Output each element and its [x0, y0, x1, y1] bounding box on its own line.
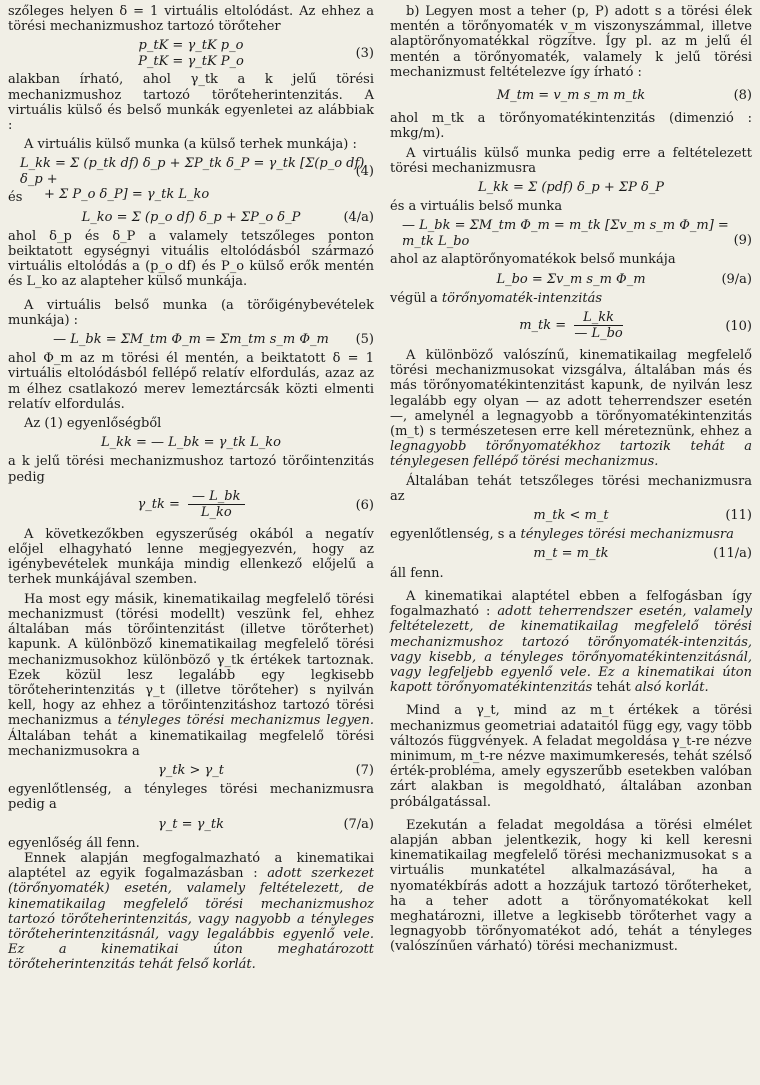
paragraph: áll fenn.: [390, 565, 444, 581]
text-run: tehát: [596, 680, 631, 696]
italic-text-run: adott teherrendszer esetén, valamely feltételezett, de kinematikailag megfelelő törési mechanizmushoz tartozó törőnyomaték-intenzitás, vagy kisebb, a tényleges törőnyomatékintenzitásnál, vagy legfeljebb egyenlő vele. Ez a kinematikai úton kapott törőnyomatékintenzitás: [390, 604, 752, 696]
text-run: végül a: [390, 290, 438, 306]
equation-7-body: γ_tk > γ_t: [157, 762, 225, 778]
paragraph: szőleges helyen δ = 1 virtuális eltolódást. Az ehhez a törési mechanizmushoz tartozó törőteher: [8, 4, 374, 35]
equation-number: (9/a): [721, 271, 752, 287]
equation-4-line-2: + Σ P_o δ_P] = γ_tk L_ko: [44, 186, 210, 202]
italic-text-run: tényleges törési mechanizmusra: [520, 527, 734, 543]
equation-number: (11/a): [713, 546, 752, 562]
right-column: [390, 4, 752, 955]
equation-3-line-1: p_tK = γ_tK p_o: [138, 38, 244, 54]
equation-number: (8): [733, 88, 752, 104]
equation-number: (10): [725, 319, 752, 335]
equation-number: (9): [733, 233, 752, 249]
equation-11a-body: m_t = m_tk: [533, 546, 609, 562]
paragraph: [390, 348, 752, 470]
paragraph: egyenlőtlenség, a tényleges törési mechanizmusra pedig a: [8, 782, 374, 813]
equation-4-line-1: L_kk = Σ (p_tk df) δ_p + ΣP_tk δ_P = γ_tk [Σ(p_o df) δ_p +: [20, 156, 365, 187]
paragraph: A virtuális külső munka (a külső terhek munkája) :: [24, 137, 357, 153]
equation-unnumbered: [390, 180, 752, 195]
fraction-denominator: L_ko: [200, 505, 232, 521]
paragraph: egyenlőség áll fenn.: [8, 835, 140, 851]
paragraph: b) Legyen most a teher (p, P) adott s a törési élek mentén a törőnyomaték v_m viszonyszámmal, illetve alaptörőnyomatékkal rögzítve. Így pl. az m jelű él mentén a törőnyomaték, valamely k jelű törési mechanizmust feltételezve így írható :: [390, 4, 752, 80]
equation-5-body: — L_bk = ΣM_tm Φ_m = Σm_tm s_m Φ_m: [53, 332, 329, 348]
equation-9a: [390, 272, 752, 287]
paragraph: Általában tehát tetszőleges törési mechanizmusra az: [390, 473, 752, 504]
equation-6: [8, 489, 374, 523]
equation-10: [390, 310, 752, 344]
equation-9: [390, 218, 752, 248]
equation-number: (5): [355, 332, 374, 348]
paragraph: A következőkben egyszerűség okából a negatív előjel elhagyható lenne megjegyezvén, hogy az igénybevételek munkája mindig ellenkező előjelű a terhek munkájával szemben.: [8, 526, 374, 588]
paragraph: [8, 592, 374, 759]
equation-11: [390, 508, 752, 523]
equation-number: (4/a): [343, 209, 374, 225]
equation-11-body: m_tk < m_t: [533, 508, 609, 524]
equation-number: (11): [725, 508, 752, 524]
italic-text-run: törőnyomaték-intenzitás: [441, 290, 603, 306]
equation-7a: [8, 817, 374, 832]
text-run: egyenlőtlenség, s a: [390, 527, 517, 543]
paragraph: [390, 527, 752, 542]
equation-3-line-2: P_tK = γ_tK P_o: [138, 53, 244, 69]
equation-6-lhs: γ_tk =: [137, 496, 180, 512]
equation-7a-body: γ_t = γ_tk: [157, 816, 225, 832]
paragraph: Az (1) egyenlőségből: [24, 416, 162, 432]
paragraph: [8, 851, 374, 973]
text-run: Ennek alapján megfogalmazható a kinematikai alaptétel az egyik fogalmazásban :: [8, 850, 374, 882]
fraction-numerator: — L_bk: [188, 489, 244, 505]
paragraph: A virtuális belső munka (a törőigénybevételek munkája) :: [8, 297, 374, 328]
equation-number: (6): [355, 497, 374, 513]
equation-number: (7/a): [343, 816, 374, 832]
equation-11a: [390, 546, 752, 561]
paragraph: ahol δ_p és δ_P a valamely tetszőleges ponton beiktatott egységnyi vituális eltolódásból származó virtuális eltolódás a (p_o df) és P_o külső erők mentén és L_ko az alapteher külső munkája.: [8, 228, 374, 290]
conjunction: és: [8, 190, 23, 206]
equation-number: (3): [355, 46, 374, 62]
fraction-denominator: — L_bo: [574, 326, 623, 342]
equation-4a-body: L_ko = Σ (p_o df) δ_p + ΣP_o δ_P: [81, 209, 301, 225]
equation-8: [390, 88, 752, 103]
equation-body: L_kk = Σ (pdf) δ_p + ΣP δ_P: [477, 180, 665, 196]
equation-9a-body: L_bo = Σv_m s_m Φ_m: [496, 271, 646, 287]
equation-unnumbered: [8, 435, 374, 450]
italic-text-run: alsó korlát.: [634, 680, 709, 696]
equation-10-lhs: m_tk =: [519, 318, 567, 334]
equation-6-fraction: [188, 489, 244, 520]
paragraph: Ezekután a feladat megoldása a törési elmélet alapján abban jelentkezik, hogy ki kell keresni kinematikailag megfelelő törési mechanizmusokat s a virtuális munkatétel alkalmazásával, ha a nyomatékbírás adott a hozzájuk tartozó törőterheket, ha a teher adott a törőnyomatékokat kell meghatározni, illetve a legkisebb törőterhet vagy a legnagyobb törőnyomatékot adó, tehát a tényleges (valószínűen várható) törési mechanizmust.: [390, 817, 752, 955]
text-run: Általában tehát a kinematikailag megfelelő törési mechanizmusokra a: [8, 728, 374, 759]
text-run: Ha most egy másik, kinematikailag megfelelő törési mechanizmust (törési modellt) veszünk fel, ehhez általában más törőintenzitást (illetve törőterhet) kapunk. A különböző kinematikailag megfelelő törési mechanizmusokhoz különböző γ_tk értékek tartoznak. Ezek közül lesz legalább egy legkisebb törőteherintenzitás γ_t (illetve törőteher) s nyilván kell, hogy az ehhez a törőintenzitáshoz tartozó törési mechanizmus a: [8, 591, 374, 729]
equation-3: [8, 38, 374, 68]
fraction-numerator: L_kk: [574, 310, 622, 326]
paragraph: a k jelű törési mechanizmushoz tartozó törőintenzitás pedig: [8, 454, 374, 485]
equation-number: (7): [355, 762, 374, 778]
italic-text-run: tényleges törési mechanizmus legyen.: [117, 713, 374, 729]
paragraph: A virtuális külső munka pedig erre a feltételezett törési mechanizmusra: [390, 145, 752, 176]
equation-10-fraction: [574, 310, 622, 341]
italic-text-run: adott szerkezet (törőnyomaték) esetén, valamely feltételezett, de kinematikailag megfelelő törési mechanizmushoz tartozó törőteherintenzitás, vagy nagyobb a tényleges törőteherintenzitásnál, vagy legalábbis egyenlő vele. Ez a kinematikai úton meghatározott törőteherintenzitás tehát felső korlát.: [8, 866, 375, 973]
equation-4a: [8, 210, 374, 225]
equation-8-body: M_tm = v_m s_m m_tk: [496, 88, 646, 104]
equation-number: (4): [355, 164, 374, 180]
equation-5: [8, 332, 374, 347]
italic-text-run: legnagyobb törőnyomatékhoz tartozik tehát a ténylegesen fellépő törési mechanizmus.: [390, 439, 752, 470]
paragraph: ahol m_tk a törőnyomatékintenzitás (dimenzió : mkg/m).: [390, 111, 752, 142]
equation-7: [8, 763, 374, 778]
paragraph: Mind a γ_t, mind az m_t értékek a törési mechanizmus geometriai adataitól függ egy, vagy több változós függvények. A feladat megoldása γ_t-re nézve minimum, m_t-re nézve maximumkeresés, tehát szélső érték-probléma, amely egyszerűbb esetekben valóban zárt alakban is megoldható, általában azonban próbálgatással.: [390, 703, 752, 810]
paragraph: és a virtuális belső munka: [390, 199, 563, 215]
paragraph: alakban írható, ahol γ_tk a k jelű törési mechanizmushoz tartozó törőteherintenzitás. A virtuális külső és belső munkák egyenletei az alábbiak :: [8, 72, 374, 134]
equation-body: L_kk = — L_bk = γ_tk L_ko: [100, 435, 281, 451]
equation-9-body: — L_bk = ΣM_tm Φ_m = m_tk [Σv_m s_m Φ_m] = m_tk L_bo: [402, 218, 729, 249]
text-run: A kinematikai alaptétel ebben a felfogásban így fogalmazható :: [390, 588, 752, 620]
paragraph: [390, 291, 752, 306]
left-column: [8, 4, 374, 973]
paragraph: [390, 589, 752, 695]
paragraph: ahol Φ_m az m törési él mentén, a beiktatott δ = 1 virtuális eltolódásból fellépő relatív elfordulás, azaz az m élhez csatlakozó merev lemeztárcsák közti elmenti relatív elfordulás.: [8, 351, 374, 412]
text-run: A különböző valószínű, kinematikailag megfelelő törési mechanizmusokat vizsgálva, általában más és más törőnyomatékintenzitást kapunk, de nyilván lesz legalább egy olyan — az adott teherrendszer esetén —, amelynél a legnagyobb a törőnyomatékintenzitás (m_t) s természetesen erre kell méreteznünk, ehhez a: [390, 348, 752, 440]
paragraph: ahol az alaptörőnyomatékok belső munkája: [390, 252, 676, 268]
